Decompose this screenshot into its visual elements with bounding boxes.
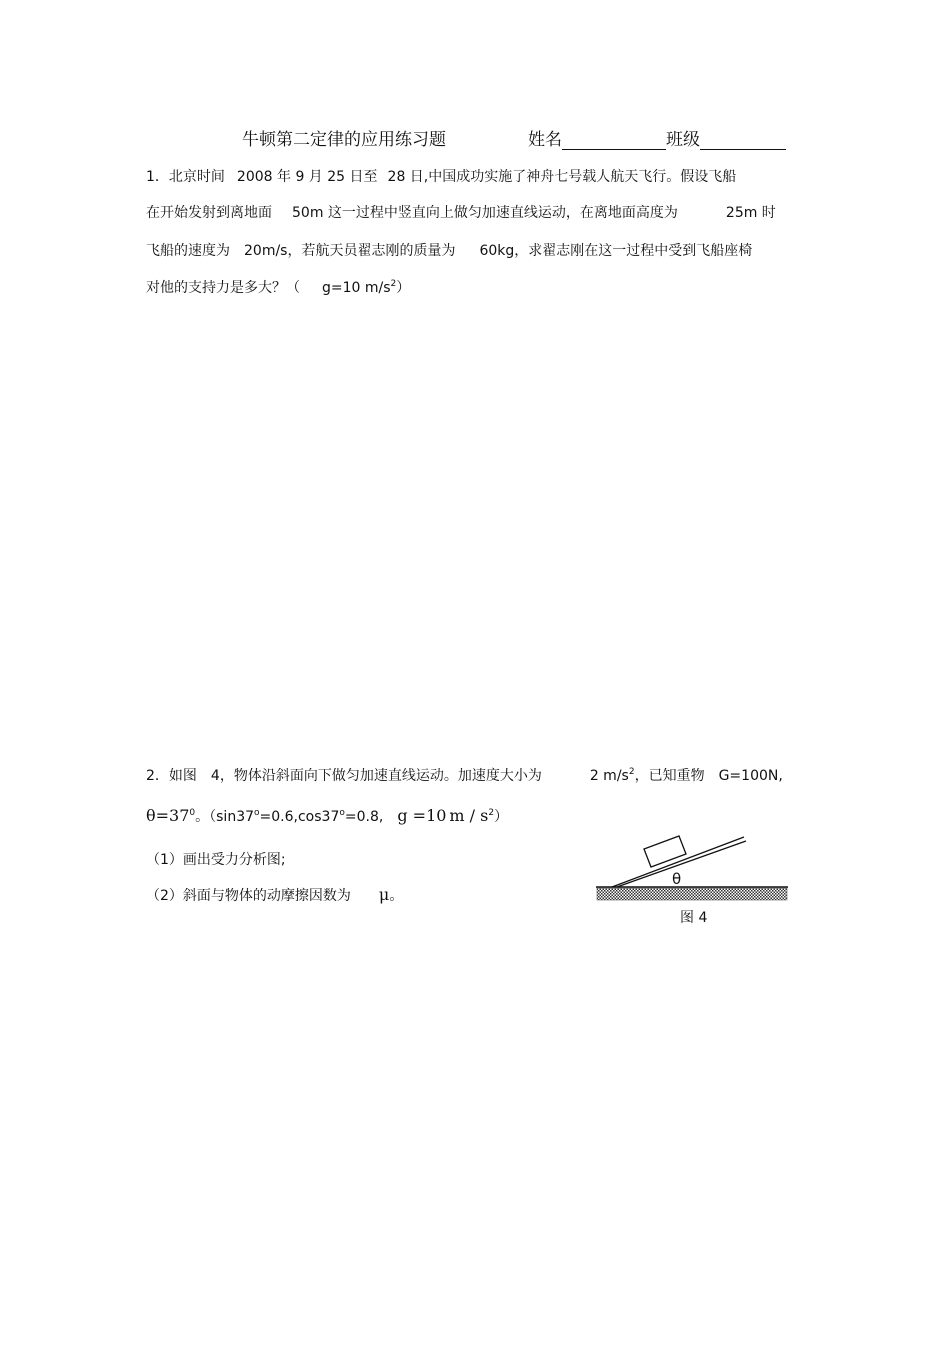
q1-line-2 (146, 202, 776, 222)
figure-caption: 图 4 (680, 910, 708, 926)
q1-line-1-part-3: 28 日,中国成功实施了神舟七号载人航天飞行。假设飞船 (387, 169, 737, 185)
q1-line-1 (146, 166, 736, 186)
q2-sub-question-1: （1）画出受力分析图; (146, 852, 286, 868)
q1-line-1-part-1: 1．北京时间 (146, 169, 225, 185)
q2-line-2-part-2: =0.6,cos37 (259, 809, 340, 825)
q1-line-4 (146, 277, 410, 297)
q2-angle-degree: 0 (189, 808, 196, 818)
q2-line-1 (146, 765, 783, 785)
q1-line-2-part-2: 50m 这一过程中竖直向上做匀加速直线运动，在离地面高度为 (292, 205, 678, 221)
q1-line-1-part-2: 2008 年 9 月 25 日至 (236, 169, 378, 185)
q2-acceleration-sup: 2 (628, 767, 635, 777)
class-label: 班级 (666, 130, 700, 150)
q2-gravity-unit-sup: 2 (488, 808, 495, 818)
page-title: 牛顿第二定律的应用练习题 (242, 130, 446, 150)
q1-line-2-part-3: 25m 时 (725, 205, 776, 221)
q2-line-1-part-1: 2．如图 (146, 768, 197, 784)
q2-sub-question-2 (146, 885, 403, 905)
ground-hatch (597, 888, 787, 900)
mu-symbol: μ (378, 885, 390, 904)
q1-close-paren: ） (396, 280, 411, 296)
q2-acceleration: 2 m/s (589, 768, 629, 784)
q2-angle-value: =37 (155, 806, 190, 825)
q1-gravity: g=10 m/s (322, 280, 391, 296)
q1-line-3 (146, 240, 752, 260)
block (644, 836, 686, 867)
theta-symbol: θ (146, 806, 156, 825)
class-blank (700, 132, 786, 150)
theta-label: θ (672, 870, 682, 888)
q1-line-3-part-2: 20m/s，若航天员翟志刚的质量为 (244, 243, 456, 259)
q2-line-2-part-1: 。（sin37 (195, 809, 255, 825)
name-field (528, 125, 786, 150)
q2-sin-degree: o (254, 808, 260, 818)
name-label: 姓名 (528, 130, 562, 150)
q1-line-2-part-1: 在开始发射到离地面 (146, 205, 272, 221)
q2-weight: G=100N, (718, 768, 783, 784)
name-blank (562, 132, 666, 150)
q2-line-1-part-3: ，已知重物 (634, 768, 705, 784)
q1-line-3-part-1: 飞船的速度为 (146, 243, 230, 259)
q1-line-3-part-3: 60kg，求翟志刚在这一过程中受到飞船座椅 (479, 243, 753, 259)
q2-sub-2-end: 。 (389, 888, 404, 904)
q2-gravity-unit: m / s (449, 806, 489, 825)
q2-line-2 (146, 806, 508, 826)
q1-line-4-text: 对他的支持力是多大？（ (146, 280, 300, 296)
q2-line-1-part-2: 4，物体沿斜面向下做匀加速直线运动。加速度大小为 (210, 768, 542, 784)
figure-4 (592, 830, 792, 930)
q2-gravity: g =10 (397, 806, 447, 825)
q2-line-2-part-3: =0.8, (344, 809, 384, 825)
q2-sub-2-text: （2）斜面与物体的动摩擦因数为 (146, 888, 351, 904)
q2-close-paren: ） (494, 809, 509, 825)
q2-cos-degree: o (339, 808, 345, 818)
q1-gravity-sup: 2 (390, 279, 397, 289)
